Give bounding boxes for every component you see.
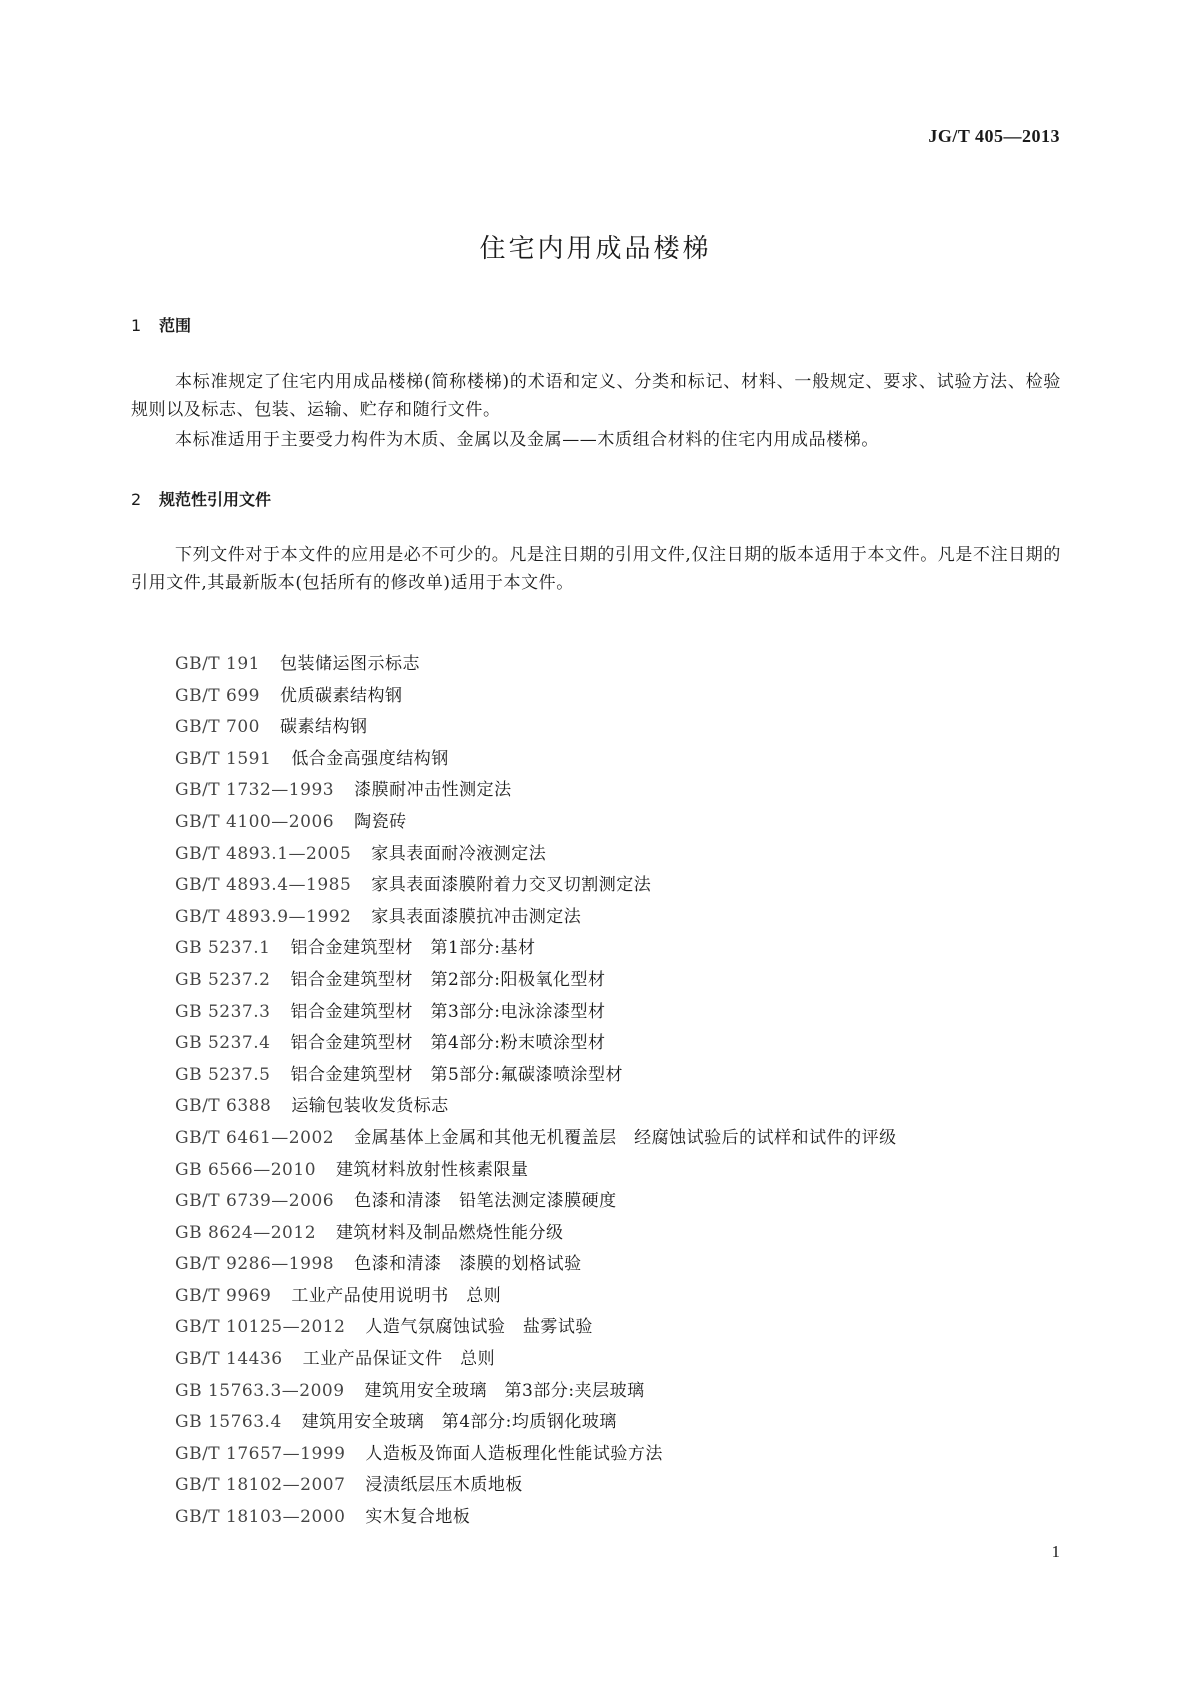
- reference-item: [175, 1155, 897, 1187]
- reference-code: GB/T 191: [175, 654, 260, 674]
- reference-item: [175, 997, 897, 1029]
- reference-code: GB/T 10125—2012: [175, 1317, 346, 1338]
- reference-title: 铝合金建筑型材 第1部分:基材: [290, 938, 536, 959]
- reference-item: [175, 1344, 897, 1376]
- reference-code: GB 5237.1: [175, 938, 271, 959]
- reference-title: 工业产品使用说明书 总则: [291, 1285, 502, 1306]
- reference-item: [175, 902, 897, 934]
- reference-code: GB/T 4893.1—2005: [175, 843, 352, 864]
- reference-item: [175, 775, 897, 807]
- reference-code: GB 15763.3—2009: [175, 1380, 345, 1401]
- reference-title: 色漆和清漆 铅笔法测定漆膜硬度: [354, 1191, 617, 1212]
- reference-title: 铝合金建筑型材 第5部分:氟碳漆喷涂型材: [290, 1064, 624, 1085]
- reference-code: GB/T 6461—2002: [175, 1127, 335, 1148]
- reference-item: [175, 681, 897, 713]
- section-1-paragraph-2: 本标准适用于主要受力构件为木质、金属以及金属——木质组合材料的住宅内用成品楼梯。: [175, 430, 879, 450]
- reference-title: 浸渍纸层压木质地板: [365, 1475, 523, 1496]
- section-number: 1: [131, 316, 142, 335]
- reference-item: [175, 933, 897, 965]
- reference-item: [175, 1249, 897, 1281]
- reference-title: 家具表面耐冷液测定法: [371, 843, 547, 864]
- reference-code: GB 5237.5: [175, 1064, 271, 1085]
- section-title: 范围: [159, 316, 192, 335]
- reference-item: [175, 744, 897, 776]
- reference-title: 漆膜耐冲击性测定法: [354, 780, 512, 801]
- reference-title: 金属基体上金属和其他无机覆盖层 经腐蚀试验后的试样和试件的评级: [354, 1127, 897, 1148]
- section-2-paragraph-1: 下列文件对于本文件的应用是必不可少的。凡是注日期的引用文件,仅注日期的版本适用于本文件。凡是不注日期的引用文件,其最新版本(包括所有的修改单)适用于本文件。: [131, 545, 1062, 593]
- reference-title: 实木复合地板: [365, 1507, 471, 1528]
- reference-item: [175, 807, 897, 839]
- reference-title: 色漆和清漆 漆膜的划格试验: [354, 1254, 582, 1275]
- reference-item: [175, 1123, 897, 1155]
- reference-code: GB/T 1732—1993: [175, 780, 335, 801]
- reference-title: 运输包装收发货标志: [291, 1096, 449, 1117]
- standard-code: JG/T 405—2013: [928, 126, 1060, 146]
- reference-code: GB 5237.4: [175, 1033, 271, 1054]
- reference-item: [175, 870, 897, 902]
- reference-code: GB/T 9969: [175, 1285, 272, 1306]
- reference-code: GB/T 699: [175, 685, 260, 706]
- reference-code: GB/T 6388: [175, 1096, 272, 1117]
- reference-item: [175, 1281, 897, 1313]
- reference-code: GB/T 4893.4—1985: [175, 875, 352, 896]
- reference-title: 家具表面漆膜抗冲击测定法: [371, 906, 582, 927]
- reference-item: [175, 1186, 897, 1218]
- reference-code: GB/T 6739—2006: [175, 1191, 335, 1212]
- reference-title: 建筑用安全玻璃 第4部分:均质钢化玻璃: [301, 1412, 617, 1433]
- reference-item: [175, 712, 897, 744]
- reference-item: [175, 649, 897, 681]
- reference-item: [175, 1502, 897, 1534]
- reference-code: GB 8624—2012: [175, 1222, 317, 1243]
- reference-code: GB/T 17657—1999: [175, 1443, 346, 1464]
- reference-title: 建筑材料放射性核素限量: [336, 1159, 529, 1180]
- reference-item: [175, 1470, 897, 1502]
- reference-title: 铝合金建筑型材 第3部分:电泳涂漆型材: [290, 1001, 606, 1022]
- reference-code: GB/T 18103—2000: [175, 1507, 346, 1528]
- reference-item: [175, 1218, 897, 1250]
- reference-title: 家具表面漆膜附着力交叉切割测定法: [371, 875, 652, 896]
- reference-title: 人造板及饰面人造板理化性能试验方法: [365, 1443, 663, 1464]
- reference-code: GB 5237.2: [175, 969, 271, 990]
- reference-title: 优质碳素结构钢: [280, 685, 403, 706]
- reference-title: 铝合金建筑型材 第4部分:粉末喷涂型材: [290, 1033, 606, 1054]
- reference-code: GB 15763.4: [175, 1412, 282, 1433]
- reference-title: 碳素结构钢: [280, 717, 368, 738]
- reference-title: 工业产品保证文件 总则: [302, 1349, 496, 1370]
- reference-item: [175, 839, 897, 871]
- section-2-heading: [131, 487, 271, 510]
- reference-item: [175, 1028, 897, 1060]
- reference-title: 建筑材料及制品燃烧性能分级: [336, 1222, 564, 1243]
- reference-code: GB/T 18102—2007: [175, 1475, 346, 1496]
- section-title: 规范性引用文件: [159, 490, 272, 509]
- reference-code: GB 6566—2010: [175, 1159, 317, 1180]
- reference-title: 陶瓷砖: [354, 811, 407, 832]
- reference-item: [175, 1312, 897, 1344]
- reference-title: 人造气氛腐蚀试验 盐雾试验: [365, 1317, 593, 1338]
- reference-item: [175, 1376, 897, 1408]
- reference-code: GB/T 14436: [175, 1349, 283, 1370]
- reference-code: GB/T 4893.9—1992: [175, 906, 352, 927]
- reference-code: GB/T 9286—1998: [175, 1254, 335, 1275]
- page-number: 1: [1051, 1542, 1060, 1561]
- normative-reference-list: [175, 649, 897, 1534]
- reference-item: [175, 1060, 897, 1092]
- reference-code: GB 5237.3: [175, 1001, 271, 1022]
- reference-title: 包装储运图示标志: [280, 654, 420, 674]
- reference-item: [175, 1091, 897, 1123]
- section-1-heading: [131, 313, 191, 336]
- section-1-paragraph-1: 本标准规定了住宅内用成品楼梯(简称楼梯)的术语和定义、分类和标记、材料、一般规定、要求、试验方法、检验规则以及标志、包装、运输、贮存和随行文件。: [131, 372, 1061, 420]
- reference-code: GB/T 4100—2006: [175, 811, 335, 832]
- reference-title: 铝合金建筑型材 第2部分:阳极氧化型材: [290, 969, 606, 990]
- reference-item: [175, 1407, 897, 1439]
- reference-item: [175, 965, 897, 997]
- reference-item: [175, 1439, 897, 1471]
- section-number: 2: [131, 490, 142, 509]
- document-title: 住宅内用成品楼梯: [479, 234, 712, 264]
- reference-code: GB/T 1591: [175, 748, 272, 769]
- reference-code: GB/T 700: [175, 717, 260, 738]
- reference-title: 建筑用安全玻璃 第3部分:夹层玻璃: [364, 1380, 645, 1401]
- reference-title: 低合金高强度结构钢: [291, 748, 449, 769]
